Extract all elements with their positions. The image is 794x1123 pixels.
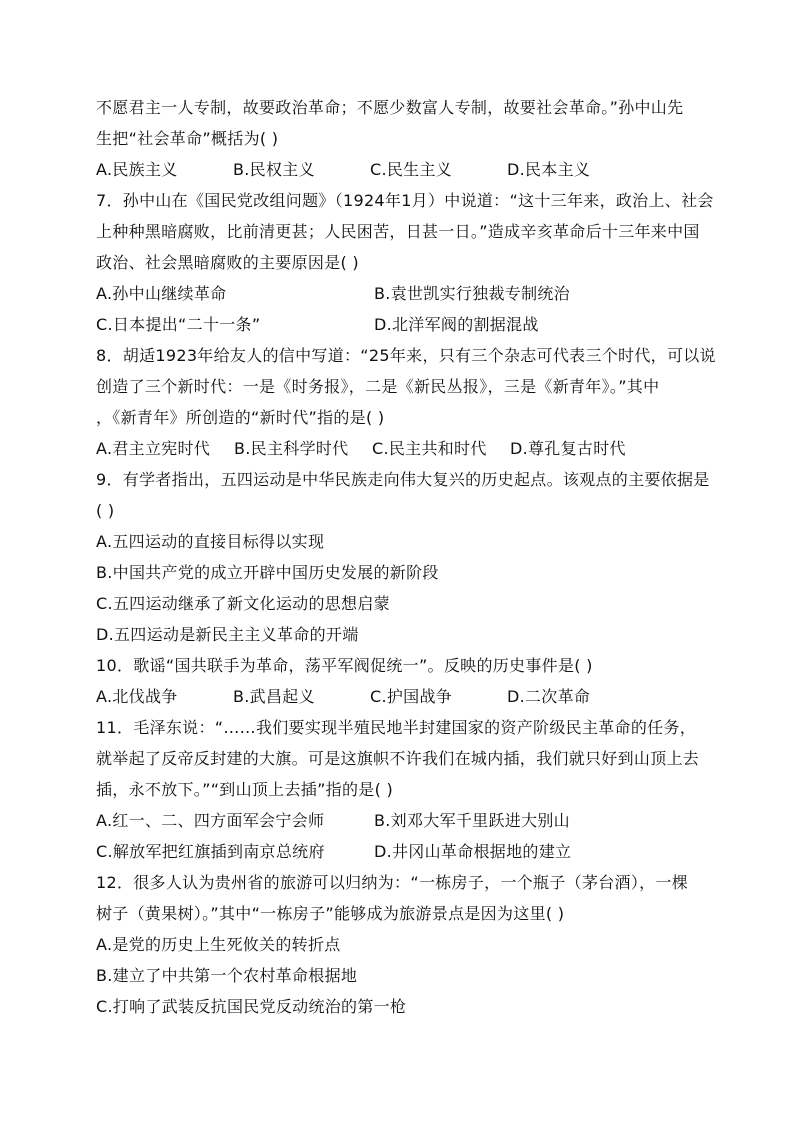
- q9-option-b: B.中国共产党的成立开辟中国历史发展的新阶段: [96, 563, 439, 582]
- q7-stem-line-2: 上种种黑暗腐败，比前清更甚；人民困苦，日甚一日。”造成辛亥革命后十三年来中国: [96, 222, 700, 241]
- q6-option-a: A.民族主义: [96, 160, 178, 179]
- q7-options-row-1: [96, 278, 700, 309]
- q10-option-d: D.二次革命: [507, 687, 591, 706]
- q10-stem-line-1: 10．歌谣“国共联手为革命，荡平军阀促统一”。反映的历史事件是( ): [96, 656, 593, 675]
- q6-stem-line-2: 生把“社会革命”概括为( ): [96, 129, 279, 148]
- q8-stem-line-1: 8．胡适1923年给友人的信中写道：“25年来，只有三个杂志可代表三个时代，可以说: [96, 346, 716, 365]
- q7-stem-line-3: 政治、社会黑暗腐败的主要原因是( ): [96, 253, 359, 272]
- q10-options: [96, 681, 700, 712]
- q12-option-c: C.打响了武装反抗国民党反动统治的第一枪: [96, 997, 407, 1016]
- q9-option-a: A.五四运动的直接目标得以实现: [96, 532, 325, 551]
- q7-option-b: B.袁世凯实行独裁专制统治: [374, 284, 570, 303]
- q10-option-b: B.武昌起义: [233, 687, 315, 706]
- q10-option-c: C.护国战争: [370, 687, 453, 706]
- q9-option-d: D.五四运动是新民主主义革命的开端: [96, 625, 359, 644]
- q6-stem-line-1: 不愿君主一人专制，故要政治革命；不愿少数富人专制，故要社会革命。”孙中山先: [96, 98, 684, 117]
- q6-option-c: C.民生主义: [370, 160, 453, 179]
- q11-stem-line-1: 11．毛泽东说：“……我们要实现半殖民地半封建国家的资产阶级民主革命的任务，: [96, 718, 697, 737]
- q12-option-a: A.是党的历史上生死攸关的转折点: [96, 935, 341, 954]
- q7-option-c: C.日本提出“二十一条”: [96, 315, 261, 334]
- q10-option-a: A.北伐战争: [96, 687, 178, 706]
- q9-stem-line-2: ( ): [96, 501, 115, 520]
- q8-option-a: A.君主立宪时代: [96, 439, 211, 458]
- q8-stem-line-2: 创造了三个新时代：一是《时务报》，二是《新民丛报》，三是《新青年》。”其中: [96, 377, 660, 396]
- q12-stem-line-1: 12．很多人认为贵州省的旅游可以归纳为：“一栋房子，一个瓶子（茅台酒），一棵: [96, 873, 689, 892]
- q8-option-d: D.尊孔复古时代: [510, 439, 626, 458]
- q7-option-d: D.北洋军阀的割据混战: [374, 315, 539, 334]
- q6-option-b: B.民权主义: [233, 160, 315, 179]
- q9-stem-line-1: 9．有学者指出，五四运动是中华民族走向伟大复兴的历史起点。该观点的主要依据是: [96, 470, 710, 489]
- exam-page: [96, 92, 716, 1022]
- q7-options-row-2: [96, 309, 700, 340]
- q6-options: [96, 154, 700, 185]
- q11-option-b: B.刘邓大军千里跃进大别山: [374, 811, 570, 830]
- q9-option-c: C.五四运动继承了新文化运动的思想启蒙: [96, 594, 390, 613]
- q11-stem-line-2: 就举起了反帝反封建的大旗。可是这旗帜不许我们在城内插，我们就只好到山顶上去: [96, 749, 700, 768]
- q12-stem-line-2: 树子（黄果树）。”其中“一栋房子”能够成为旅游景点是因为这里( ): [96, 904, 565, 923]
- q11-option-d: D.井冈山革命根据地的建立: [374, 842, 572, 861]
- q12-option-b: B.建立了中共第一个农村革命根据地: [96, 966, 358, 985]
- q11-option-a: A.红一、二、四方面军会宁会师: [96, 811, 325, 830]
- q8-option-b: B.民主科学时代: [234, 439, 349, 458]
- q11-options-row-1: [96, 805, 700, 836]
- q6-option-d: D.民本主义: [507, 160, 591, 179]
- q11-stem-line-3: 插，永不放下。”“到山顶上去插”指的是( ): [96, 780, 394, 799]
- q7-option-a: A.孙中山继续革命: [96, 284, 227, 303]
- q8-option-c: C.民主共和时代: [372, 439, 487, 458]
- q8-stem-line-3: ，《新青年》所创造的“新时代”指的是( ): [96, 408, 385, 427]
- q8-options: [96, 433, 700, 464]
- q7-stem-line-1: 7．孙中山在《国民党改组问题》（1924年1月）中说道：“这十三年来，政治上、社会: [96, 191, 714, 210]
- q11-options-row-2: [96, 836, 700, 867]
- q11-option-c: C.解放军把红旗插到南京总统府: [96, 842, 325, 861]
